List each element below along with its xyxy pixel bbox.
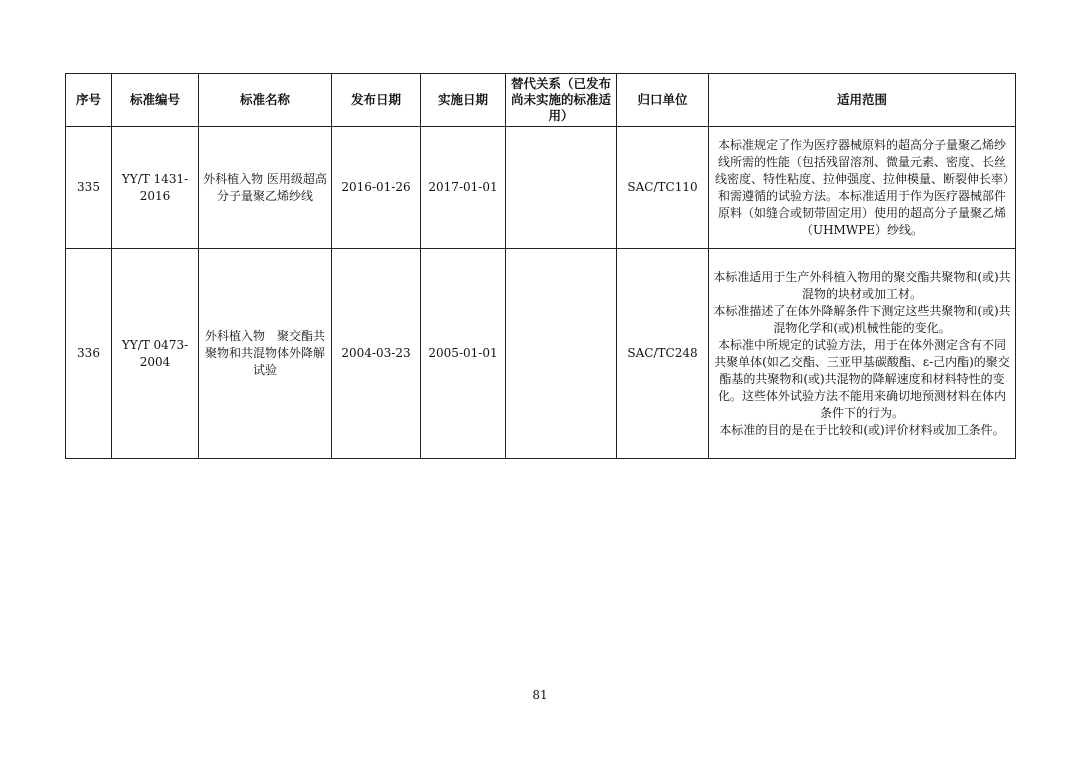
cell-publish-date: 2004-03-23 xyxy=(332,249,421,459)
cell-effective-date: 2017-01-01 xyxy=(421,127,506,249)
cell-serial-number: 335 xyxy=(66,127,112,249)
header-standard-name: 标准名称 xyxy=(199,74,332,127)
cell-standard-name: 外科植入物 医用级超高分子量聚乙烯纱线 xyxy=(199,127,332,249)
cell-committee: SAC/TC248 xyxy=(617,249,709,459)
standards-table xyxy=(65,73,1016,459)
cell-standard-name: 外科植入物 聚交酯共聚物和共混物体外降解试验 xyxy=(199,249,332,459)
header-scope: 适用范围 xyxy=(709,74,1016,127)
cell-standard-code: YY/T 0473-2004 xyxy=(112,249,199,459)
header-publish-date: 发布日期 xyxy=(332,74,421,127)
scope-paragraph: 本标准的目的是在于比较和(或)评价材料或加工条件。 xyxy=(719,422,1005,437)
cell-scope xyxy=(709,127,1016,249)
header-standard-code: 标准编号 xyxy=(112,74,199,127)
cell-standard-code: YY/T 1431-2016 xyxy=(112,127,199,249)
header-effective-date: 实施日期 xyxy=(421,74,506,127)
table-row xyxy=(66,127,1016,249)
table-header-row xyxy=(66,74,1016,127)
cell-replacement xyxy=(506,249,617,459)
header-committee: 归口单位 xyxy=(617,74,709,127)
table-row xyxy=(66,249,1016,459)
scope-paragraph: 本标准适用于生产外科植入物用的聚交酯共聚物和(或)共混物的块材或加工材。 xyxy=(713,269,1011,301)
cell-effective-date: 2005-01-01 xyxy=(421,249,506,459)
cell-replacement xyxy=(506,127,617,249)
cell-scope xyxy=(709,249,1016,459)
header-replacement: 替代关系（已发布尚未实施的标准适用） xyxy=(506,74,617,127)
scope-paragraph: 本标准中所规定的试验方法，用于在体外测定含有不同共聚单体(如乙交酯、三亚甲基碳酸酯、ε-己内酯)的聚交酯基的共聚物和(或)共混物的降解速度和材料特性的变化。这些体外试验方法不能用来确切地预测材料在体内条件下的行为。 xyxy=(714,337,1010,420)
cell-serial-number: 336 xyxy=(66,249,112,459)
cell-committee: SAC/TC110 xyxy=(617,127,709,249)
scope-paragraph: 本标准规定了作为医疗器械原料的超高分子量聚乙烯纱线所需的性能（包括残留溶剂、微量元素、密度、长丝线密度、特性粘度、拉伸强度、拉伸模量、断裂伸长率）和需遵循的试验方法。本标准适用于作为医疗器械部件原料（如缝合或韧带固定用）使用的超高分子量聚乙烯（UHMWPE）纱线。 xyxy=(714,137,1009,237)
cell-publish-date: 2016-01-26 xyxy=(332,127,421,249)
header-serial-number: 序号 xyxy=(66,74,112,127)
page-number: 81 xyxy=(532,688,548,702)
scope-paragraph: 本标准描述了在体外降解条件下测定这些共聚物和(或)共混物化学和(或)机械性能的变化。 xyxy=(713,303,1011,335)
